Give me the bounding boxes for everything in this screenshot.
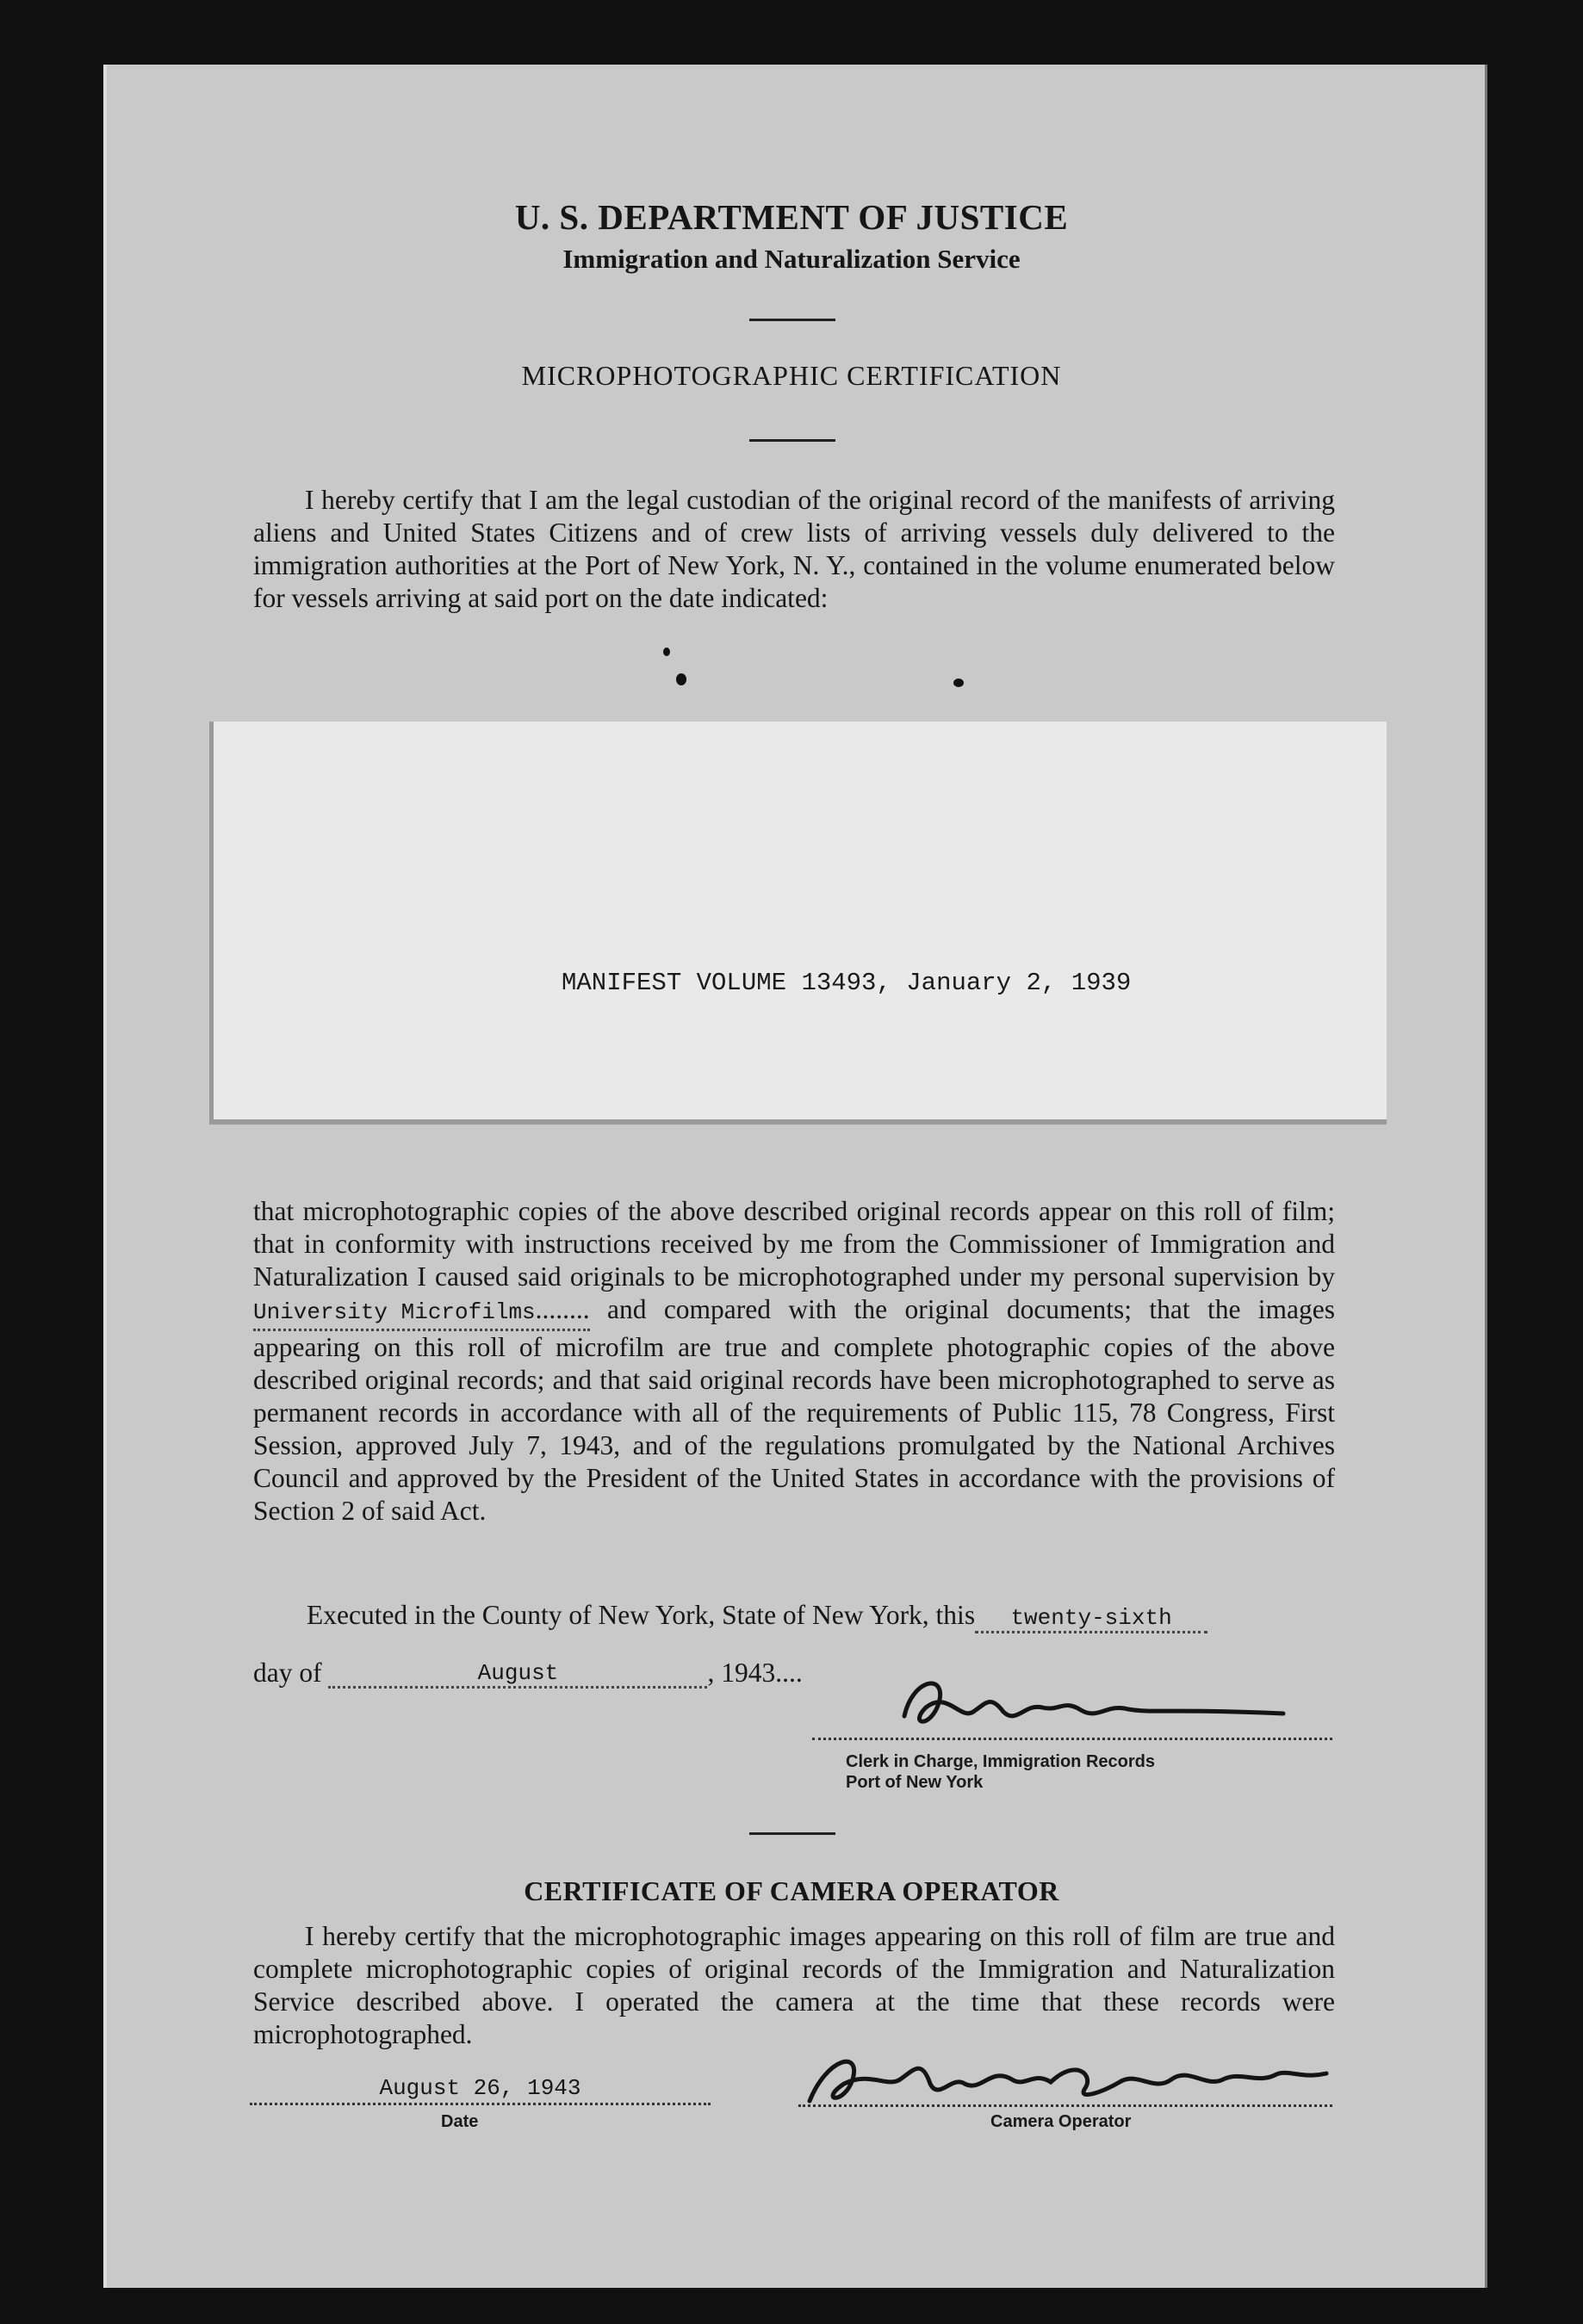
camera-operator-heading: CERTIFICATE OF CAMERA OPERATOR bbox=[524, 1875, 1059, 1906]
clerk-title bbox=[846, 1751, 1155, 1793]
day-of-line: day of August , 1943.... bbox=[253, 1655, 803, 1689]
day-of-label: day of bbox=[253, 1658, 322, 1688]
divider-rule bbox=[749, 439, 835, 442]
operator-date-field bbox=[250, 2070, 711, 2105]
manifest-slip bbox=[209, 722, 1387, 1125]
dust-speck bbox=[676, 673, 686, 685]
executed-month: August bbox=[477, 1660, 559, 1686]
date-label: Date bbox=[441, 2112, 479, 2131]
operator-signature-line bbox=[798, 2104, 1332, 2107]
executed-year: , 1943 bbox=[707, 1658, 776, 1688]
signature-line bbox=[812, 1738, 1332, 1740]
intro-paragraph: I hereby certify that I am the legal custodian of the original record of the manifests of arriving aliens and United States Citizens and of crew lists of arriving vessels duly delivered to the immigration authorities at the Port of New York, N. Y., contained in the volume enumerated below for vessels arriving at said port on the date indicated: bbox=[253, 485, 1335, 613]
clerk-title-line1: Clerk in Charge, Immigration Records bbox=[846, 1752, 1155, 1771]
body-text-part1: that microphotographic copies of the above described original records appear on this roll of film; that in conformity with instructions received by me from the Commissioner of Immigration and Naturalization I caused said originals to be microphotographed under my personal supervision by bbox=[253, 1196, 1335, 1292]
executed-line bbox=[307, 1600, 1207, 1633]
service-subheading: Immigration and Naturalization Service bbox=[562, 244, 1021, 274]
divider-rule bbox=[749, 319, 835, 321]
dust-speck bbox=[953, 679, 964, 687]
camera-operator-paragraph: I hereby certify that the microphotographic images appearing on this roll of film are true and complete microphotographic copies of original records of the Immigration and Naturalization Service described above. I operated the camera at the time that these records were microphotographed. bbox=[253, 1921, 1335, 2049]
camera-operator-label: Camera Operator bbox=[990, 2112, 1132, 2131]
executed-day: twenty-sixth bbox=[1010, 1605, 1172, 1631]
photographer-name: University Microfilms bbox=[253, 1299, 536, 1325]
executed-text: Executed in the County of New York, State of New York, this bbox=[307, 1600, 976, 1630]
certification-title: MICROPHOTOGRAPHIC CERTIFICATION bbox=[521, 360, 1062, 391]
clerk-signature bbox=[878, 1669, 1292, 1746]
department-heading: U. S. DEPARTMENT OF JUSTICE bbox=[514, 197, 1069, 237]
manifest-volume-text: MANIFEST VOLUME 13493, January 2, 1939 bbox=[562, 969, 1132, 997]
operator-date-value: August 26, 1943 bbox=[379, 2075, 581, 2101]
certification-body-part1: that microphotographic copies of the above described original records appear on this roll of film; that in conformity with instructions received by me from the Commissioner of Immigration and Naturalization I caused said originals to be microphotographed under my personal supervision byUniversity Microfilms........ and compared with the original documents; that the images appearing on this roll of microfilm are true and complete photographic copies of the above described original records; and that said original records have been microphotographed to serve as permanent records in accordance with all of the requirements of Public 115, 78 Congress, First Session, approved July 7, 1943, and of the regulations promulgated by the National Archives Council and approved by the President of the United States in accordance with the provisions of Section 2 of said Act. bbox=[253, 1196, 1336, 1526]
body-text-part2: and compared with the original documents; that the images appearing on this roll of microfilm are true and complete photographic copies of the above described original records; and that said original records have been microphotographed to serve as permanent records in accordance with all of the requirements of Public 115, 78 Congress, First Session, approved July 7, 1943, and of the regulations promulgated by the National Archives Council and approved by the President of the United States in accordance with the provisions of Section 2 of said Act. bbox=[253, 1294, 1336, 1526]
dust-speck bbox=[663, 648, 670, 656]
divider-rule bbox=[749, 1832, 835, 1835]
clerk-title-line2: Port of New York bbox=[846, 1773, 984, 1792]
